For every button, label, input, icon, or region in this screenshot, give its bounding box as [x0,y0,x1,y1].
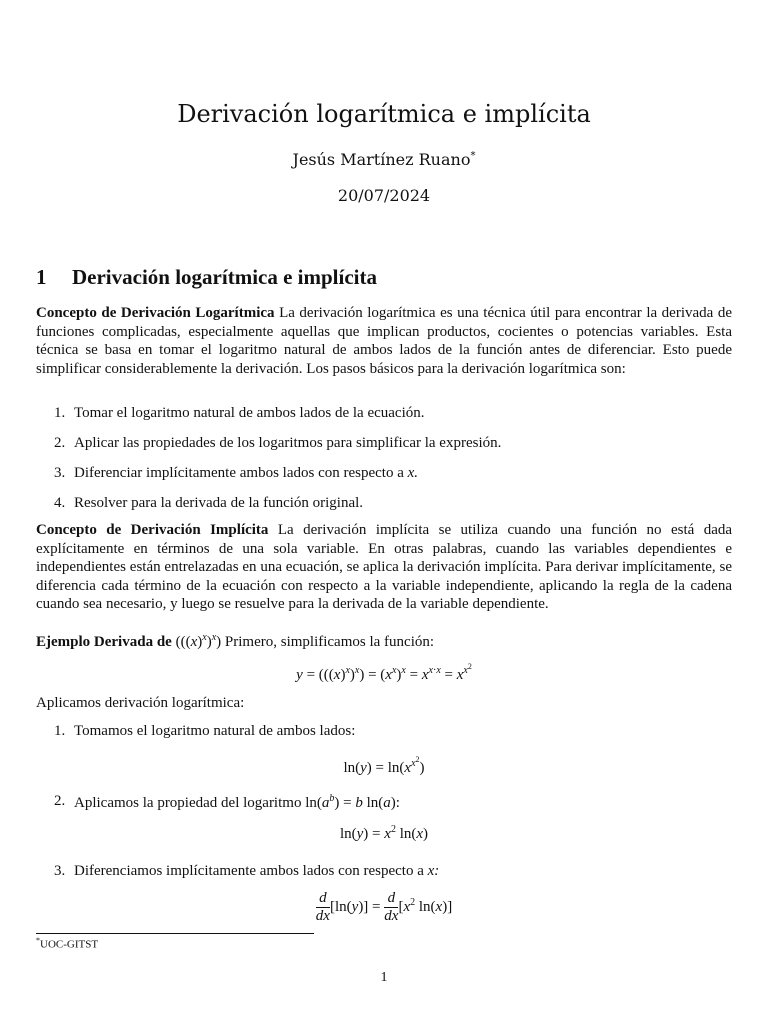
list-item: 1. Tomamos el logaritmo natural de ambos lados: [54,723,356,739]
log-concept-text: La derivación logarítmica es una técnica útil para encontrar la derivada de funciones complicadas, especialmente aquellas que implican productos, cocientes o potencias variables. Esta técnica se basa en tomar el logaritmo natural de ambos lados de la función antes de diferenciar. Esto puede simplificar considerablemente la derivación. Los pasos básicos para la derivación logarítmica son: [36,305,732,377]
list-item: 2. Aplicamos la propiedad del logaritmo $\ln(a^b) = b$ ln(a): [54,793,400,811]
page-number: 1 [380,970,388,985]
paper-date: 20/07/2024 [337,186,431,205]
impl-concept-text: La derivación implícita se utiliza cuando una función no está dada explícitamente en términos de una sola variable. En otras palabras, cuando las variables dependientes e independientes están entrelazadas en una ecuación, se aplica la derivación implícita. Para derivar implícitamente, se diferencia cada término de la ecuación con respecto a la variable independiente, aplicando la regla de la cadena cuando sea necesario, y luego se resuelve para la derivada de la variable dependiente. [36,522,733,612]
equation-simplify: $y = (((x)^x)^x) = (x^x)^x = x^{x\cdot x} = x^{x^2}$ [296,662,472,683]
section-heading [36,265,377,290]
impl-concept-paragraph [36,521,732,614]
author-line [0,150,768,169]
example-line [36,629,732,652]
list-item: 2. Aplicar las propiedades de los logaritmos para simplificar la expresión. [54,435,502,451]
list-item: 3. Diferenciar implícitamente ambos lados con respecto a x. [54,465,419,481]
equation-ln: $\ln(y) = \ln(x^{x^2})$ [343,755,425,776]
paper-title: Derivación logarítmica e implícita [177,100,591,128]
list-item: 1. Tomar el logaritmo natural de ambos lados de la ecuación. [54,405,425,421]
log-concept-paragraph [36,304,732,378]
example-heading: Ejemplo Derivada de [36,634,172,650]
example-steps-list-3 [36,863,732,893]
section-number: 1 [36,265,47,289]
section-title: Derivación logarítmica e implícita [72,265,378,289]
footnote: *UOC-GITST [36,936,99,951]
footnote-text: UOC-GITST [40,938,99,951]
list-item: 3. Diferenciamos implícitamente ambos lados con respecto a x: [54,863,440,879]
example-intro: Primero, simplificamos la función: [224,634,435,650]
example-expression: $(((x)^x)^x)$ [175,632,222,650]
footnote-rule [36,933,314,934]
example-steps-list [36,723,732,753]
example-after: Aplicamos derivación logarítmica: [36,695,245,711]
author-name: Jesús Martínez Ruano [292,150,471,169]
equation-property: $\ln(y) = x^2$ ln(x) [339,824,429,842]
impl-concept-heading: Concepto de Derivación Implícita [36,522,269,538]
equation-differentiate: $\frac{d}{dx}$ [ln(y)] = $\frac{d}{dx}$ [$x^2$ ln(x)] [315,890,453,924]
log-steps-list [36,405,732,525]
list-item: 4. Resolver para la derivada de la función original. [54,495,364,511]
log-concept-heading: Concepto de Derivación Logarítmica [36,305,275,321]
example-steps-list-2 [36,793,732,823]
author-footnote-mark: * [470,150,476,162]
